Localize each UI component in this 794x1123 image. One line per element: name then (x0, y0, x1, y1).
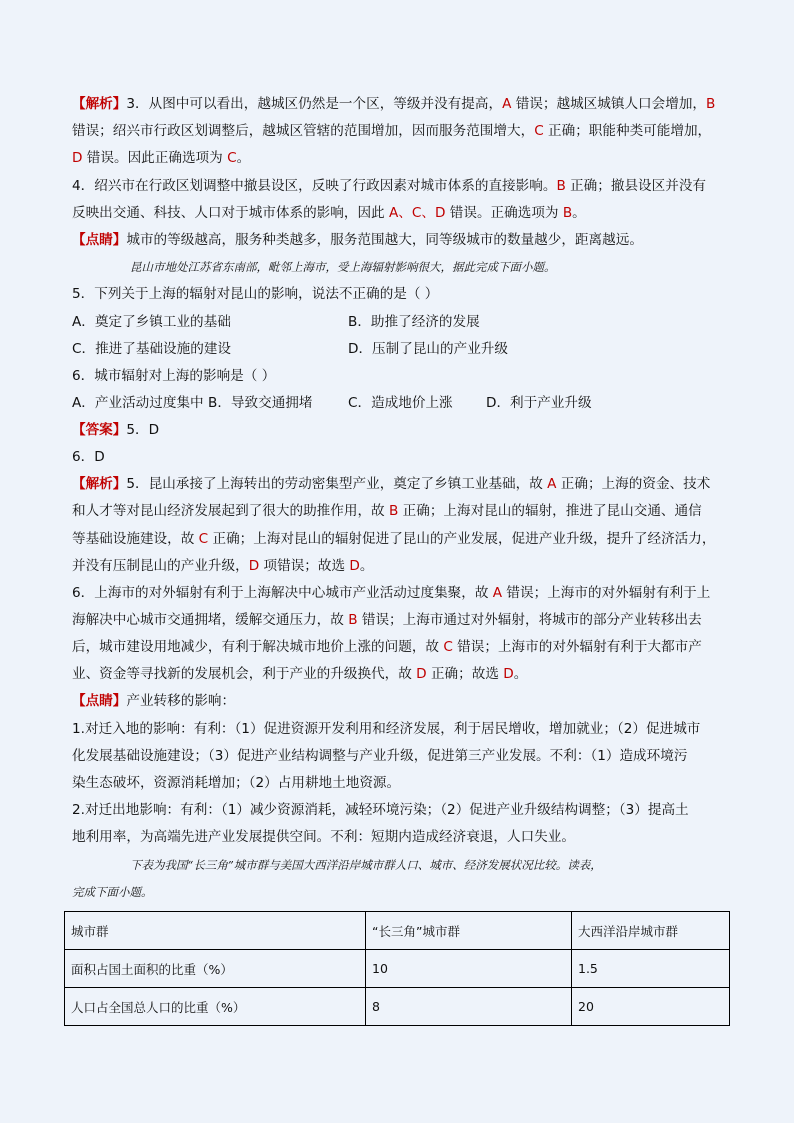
key-point-2-line-5: 地利用率，为高端先进产业发展提供空间。不利：短期内造成经济衰退，人口失业。 (72, 829, 575, 845)
analysis-q4-line-1: 4．绍兴市在行政区划调整中撤县设区，反映了行政因素对城市体系的直接影响。B 正确；撤县设区并没有 (72, 178, 707, 194)
table-header-cell: “长三角”城市群 (366, 912, 572, 950)
question-6-stem: 6．城市辐射对上海的影响是（ ） (72, 368, 276, 384)
question-6-option-d: D．利于产业升级 (486, 395, 592, 411)
analysis-q6-line-2: 海解决中心城市交通拥堵，缓解交通压力，故 B 错误；上海市通过对外辐射，将城市的部分产业转移出去 (72, 612, 702, 628)
analysis-q5-line-2: 和人才等对昆山经济发展起到了很大的助推作用，故 B 正确；上海对昆山的辐射，推进了昆山交通、通信 (72, 503, 702, 519)
table-row (65, 950, 730, 988)
table-cell: 8 (366, 988, 572, 1026)
table-cell: 人口占全国总人口的比重（%） (65, 988, 366, 1026)
table-cell: 面积占国土面积的比重（%） (65, 950, 366, 988)
question-6-option-c: C．造成地价上涨 (348, 395, 453, 411)
key-point-2-line-2: 化发展基础设施建设；（3）促进产业结构调整与产业升级，促进第三产业发展。不利：（1）造成环境污 (72, 748, 688, 764)
analysis-q6-line-1: 6．上海市的对外辐射有利于上海解决中心城市产业活动过度集聚，故 A 错误；上海市的对外辐射有利于上 (72, 585, 711, 601)
answer-line-2: 6．D (72, 449, 105, 465)
comparison-table (64, 911, 730, 1026)
question-6-option-b: B．导致交通拥堵 (208, 395, 313, 411)
question-intro-table-line-2: 完成下面小题。 (72, 885, 153, 899)
table-cell: 20 (572, 988, 730, 1026)
answer-line-1: 【答案】5．D (72, 422, 160, 438)
question-5-option-a: A．奠定了乡镇工业的基础 (72, 314, 231, 330)
key-point-2-line-1: 1.对迁入地的影响：有利：（1）促进资源开发利用和经济发展，利于居民增收，增加就业；（2）促进城市 (72, 721, 701, 737)
key-point-1: 【点睛】城市的等级越高，服务种类越多，服务范围越大，同等级城市的数量越少，距离越远。 (72, 232, 643, 248)
table-header-cell: 大西洋沿岸城市群 (572, 912, 730, 950)
analysis-q6-line-3: 后，城市建设用地减少，有利于解决城市地价上涨的问题，故 C 错误；上海市的对外辐射有利于大都市产 (72, 639, 702, 655)
table-cell: 1.5 (572, 950, 730, 988)
analysis-q4-line-2: 反映出交通、科技、人口对于城市体系的影响，因此 A、C、D 错误。正确选项为 B。 (72, 205, 586, 221)
key-point-2-title: 【点睛】产业转移的影响： (72, 693, 236, 709)
analysis-q3-line-3: D 错误。因此正确选项为 C。 (72, 150, 251, 166)
analysis-q3-line-1: 【解析】3．从图中可以看出，越城区仍然是一个区，等级并没有提高，A 错误；越城区城镇人口会增加，B (72, 96, 716, 112)
analysis-q5-line-4: 并没有压制昆山的产业升级，D 项错误；故选 D。 (72, 558, 374, 574)
table-header-cell: 城市群 (65, 912, 366, 950)
question-intro-kunshan: 昆山市地处江苏省东南部，毗邻上海市，受上海辐射影响很大，据此完成下面小题。 (130, 260, 556, 274)
question-intro-table-line-1: 下表为我国“长三角”城市群与美国大西洋沿岸城市群人口、城市、经济发展状况比较。读表， (130, 858, 602, 872)
key-point-2-line-4: 2.对迁出地影响：有利：（1）减少资源消耗，减轻环境污染；（2）促进产业升级结构调整；（3）提高土 (72, 802, 689, 818)
question-5-option-b: B．助推了经济的发展 (348, 314, 480, 330)
question-5-stem: 5．下列关于上海的辐射对昆山的影响，说法不正确的是（ ） (72, 286, 439, 302)
analysis-q5-line-3: 等基础设施建设，故 C 正确；上海对昆山的辐射促进了昆山的产业发展，促进产业升级，提升了经济活力， (72, 531, 716, 547)
table-row (65, 988, 730, 1026)
question-5-option-c: C．推进了基础设施的建设 (72, 341, 232, 357)
table-cell: 10 (366, 950, 572, 988)
analysis-q3-line-2: 错误；绍兴市行政区划调整后，越城区管辖的范围增加，因而服务范围增大，C 正确；职能种类可能增加， (72, 123, 712, 139)
question-6-option-a: A．产业活动过度集中 (72, 395, 204, 411)
analysis-q6-line-4: 业、资金等寻找新的发展机会，利于产业的升级换代，故 D 正确；故选 D。 (72, 666, 528, 682)
key-point-2-line-3: 染生态破坏，资源消耗增加；（2）占用耕地土地资源。 (72, 775, 401, 791)
question-5-option-d: D．压制了昆山的产业升级 (348, 341, 508, 357)
analysis-q5-line-1: 【解析】5．昆山承接了上海转出的劳动密集型产业，奠定了乡镇工业基础，故 A 正确；上海的资金、技术 (72, 476, 711, 492)
table-header-row (65, 912, 730, 950)
